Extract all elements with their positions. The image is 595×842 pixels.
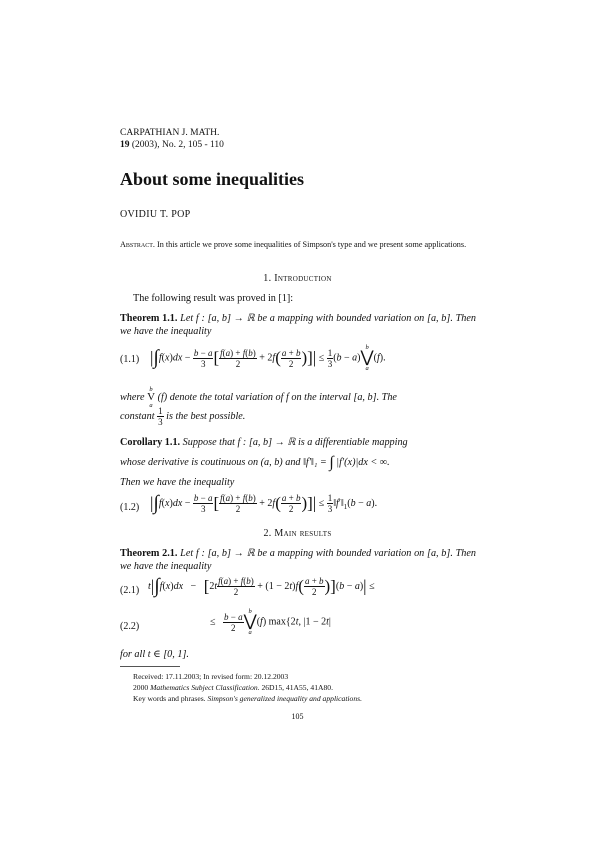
footnote-divider [120, 666, 180, 667]
theorem11-label: Theorem 1.1. [120, 313, 178, 324]
equation-2-2-body: ≤ $\frac{b - a}{2}$ b ⋁ a (f) max{2t, |1 − 2t| [210, 608, 331, 636]
abstract-label: Abstract. [120, 240, 155, 249]
footnote-msc-year: 2000 [133, 683, 151, 692]
eqnum-1-2: (1.2) [120, 502, 140, 513]
theorem21-text: Let f : [a, b] → ℝ be a mapping with bounded variation on [a, b]. Then we have the inequality [120, 548, 477, 572]
theorem21-final: for all t ∈ [0, 1]. [120, 649, 189, 660]
page-number: 105 [291, 712, 304, 721]
abstract-text: In this article we prove some inequalities of Simpson's type and we present some applications. [157, 240, 467, 249]
footnote-keywords [133, 693, 362, 704]
equation-1-2 [120, 492, 476, 524]
footnote-msc-label: Mathematics Subject Classification. [150, 683, 260, 692]
journal-header [120, 127, 224, 151]
equation-2-1-body: t|∫f(x)dx − [2t $\frac{f(a) + f(b)}{2}$ + (1 − 2t)f( $\frac{a + b}{2}$ )](b − a)| ≤ [148, 575, 375, 597]
section1-intro: The following result was proved in [1]: [133, 293, 294, 304]
footnote-msc-codes: 26D15, 41A55, 41A80. [259, 683, 333, 692]
eqnum-2-1: (2.1) [120, 585, 140, 596]
theorem11-where: where [120, 391, 145, 403]
footnote-keywords-text: Simpson's generalized inequality and applications. [207, 694, 362, 703]
theorem11-constant: constant $\frac{1}{3}$ is the best possible. [120, 406, 246, 427]
eqnum-1-1: (1.1) [120, 354, 140, 365]
corollary11-text2: whose derivative is coutinuous on (a, b) and ‖f′‖₁ = [120, 457, 327, 468]
section1-heading: 1. Introduction [263, 273, 332, 284]
equation-2-2 [120, 608, 476, 644]
eqnum-2-2: (2.2) [120, 621, 140, 632]
theorem11-variation: (f) denote the total variation of f on the interval [a, b]. The [157, 391, 397, 403]
corollary11-text3: |f′(x)|dx < ∞. [336, 457, 390, 468]
footnote-msc [133, 682, 362, 693]
theorem11-constant-best: is the best possible. [166, 410, 246, 422]
equation-1-1 [120, 344, 476, 378]
corollary11-text1: Suppose that f : [a, b] → ℝ is a differentiable mapping [182, 437, 408, 448]
theorem11-constant-label: constant [120, 410, 155, 422]
corollary11-line2: whose derivative is coutinuous on (a, b) and ‖f′‖₁ = ∫ |f′(x)|dx < ∞. [120, 454, 390, 472]
theorem11-after: where b V a (f) denote the total variation of f on the interval [a, b]. The [120, 386, 397, 409]
theorem21 [120, 547, 476, 573]
theorem21-label: Theorem 2.1. [120, 548, 178, 559]
equation-1-1-body: |∫f(x)dx − $\frac{b - a}{3}$ [ $\frac{f(a) + f(b)}{2}$ + 2f( $\frac{a + b}{2}$ )]| ≤ $\frac{1}{3}$ (b − a) b ⋁ a (f). [150, 344, 386, 372]
corollary11-text4: Then we have the inequality [120, 477, 235, 488]
corollary11 [120, 436, 476, 449]
footnote-received: Received: 17.11.2003; In revised form: 20.12.2003 [133, 672, 289, 681]
paper-title: About some inequalities [120, 169, 305, 189]
equation-1-2-body: |∫f(x)dx − $\frac{b - a}{3}$ [ $\frac{f(a) + f(b)}{2}$ + 2f( $\frac{a + b}{2}$ )]| ≤ $\frac{1}{3}$ $‖f'‖_1(b - a)$. [150, 492, 378, 514]
theorem11-text: Let f : [a, b] → ℝ be a mapping with bounded variation on [a, b]. Then we have the inequality [120, 313, 477, 337]
section2-heading: 2. Main results [263, 528, 332, 539]
theorem11 [120, 312, 476, 338]
equation-2-1 [120, 575, 476, 607]
footnote-keywords-label: Key words and phrases. [133, 694, 208, 703]
journal-name: CARPATHIAN J. MATH. [120, 128, 220, 138]
journal-volume: 19 [120, 140, 130, 150]
corollary11-label: Corollary 1.1. [120, 437, 181, 448]
paper-author: OVIDIU T. POP [120, 209, 191, 220]
journal-issue [120, 139, 224, 151]
journal-issue-info: (2003), No. 2, 105 - 110 [129, 140, 224, 150]
abstract [120, 239, 476, 251]
footnote [133, 671, 362, 704]
